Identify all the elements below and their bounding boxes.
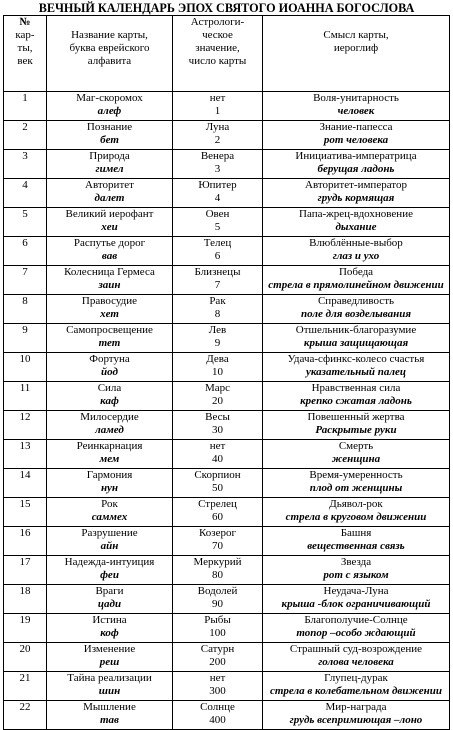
cell-letter: шин: [98, 685, 121, 697]
header-number-line: ты,: [17, 42, 33, 54]
card-number-cell: [4, 469, 47, 498]
cell-name: Враги: [95, 585, 124, 597]
cell-n: 16: [19, 527, 31, 539]
cell-astro: Близнецы: [194, 266, 241, 278]
cell-glyph: стрела в круговом движении: [285, 511, 427, 523]
astro-cell: [173, 440, 263, 469]
astro-cell: [173, 701, 263, 730]
cell-name: Тайна реализации: [67, 672, 152, 684]
cell-meaning: Дьявол-рок: [329, 498, 383, 510]
cell-letter: ламед: [95, 424, 124, 436]
meaning-cell: [263, 614, 450, 643]
header-astro-line: Астрологи-: [190, 16, 245, 28]
cell-number: 20: [212, 395, 223, 407]
card-number-cell: [4, 179, 47, 208]
table-row: [4, 440, 450, 469]
card-number-cell: [4, 266, 47, 295]
calendar-table: [3, 15, 450, 730]
astro-cell: [173, 411, 263, 440]
card-number-cell: [4, 92, 47, 121]
card-number-cell: [4, 440, 47, 469]
astro-cell: [173, 121, 263, 150]
cell-letter: далет: [94, 192, 125, 204]
cell-meaning: Справедливость: [317, 295, 395, 307]
meaning-cell: [263, 266, 450, 295]
cell-meaning: Время-умеренность: [309, 469, 403, 481]
cell-meaning: Победа: [338, 266, 374, 278]
meaning-cell: [263, 701, 450, 730]
cell-name: Фортуна: [89, 353, 130, 365]
card-name-cell: [47, 643, 173, 672]
cell-name: Надежда-интуиция: [64, 556, 155, 568]
cell-glyph: человек: [337, 105, 375, 117]
card-number-cell: [4, 556, 47, 585]
cell-letter: саммех: [91, 511, 128, 523]
table-row: [4, 92, 450, 121]
cell-glyph: крепко сжатая ладонь: [300, 395, 412, 407]
cell-n: 8: [22, 295, 28, 307]
meaning-cell: [263, 324, 450, 353]
cell-meaning: Нравственная сила: [311, 382, 401, 394]
card-name-cell: [47, 353, 173, 382]
cell-astro: Марс: [204, 382, 231, 394]
meaning-cell: [263, 237, 450, 266]
astro-cell: [173, 498, 263, 527]
cell-glyph: грудь кормящая: [317, 192, 395, 204]
cell-letter: феи: [100, 569, 119, 581]
table-row: [4, 266, 450, 295]
cell-number: 40: [212, 453, 223, 465]
cell-meaning: Папа-жрец-вдохновение: [299, 208, 413, 220]
cell-n: 18: [19, 585, 31, 597]
card-number-cell: [4, 295, 47, 324]
cell-number: 9: [214, 337, 221, 349]
meaning-cell: [263, 440, 450, 469]
cell-name: Великий иерофант: [65, 208, 154, 220]
astro-cell: [173, 556, 263, 585]
card-name-cell: [47, 672, 173, 701]
cell-number: 7: [214, 279, 221, 291]
cell-n: 10: [19, 353, 31, 365]
cell-n: 22: [19, 701, 31, 713]
cell-glyph: дыхание: [335, 221, 377, 233]
cell-letter: бет: [100, 134, 119, 146]
cell-letter: реш: [99, 656, 120, 668]
cell-glyph: топор –особо ждающий: [296, 627, 416, 639]
cell-number: 2: [214, 134, 221, 146]
cell-glyph: вещественная связь: [307, 540, 405, 552]
cell-astro: Телец: [203, 237, 232, 249]
cell-n: 17: [19, 556, 31, 568]
astro-cell: [173, 150, 263, 179]
cell-number: 5: [214, 221, 221, 233]
table-row: [4, 411, 450, 440]
card-name-cell: [47, 614, 173, 643]
card-name-cell: [47, 701, 173, 730]
cell-n: 21: [19, 672, 31, 684]
table-row: [4, 672, 450, 701]
cell-meaning: Мир-награда: [325, 701, 387, 713]
cell-letter: айн: [100, 540, 119, 552]
table-row: [4, 643, 450, 672]
meaning-cell: [263, 92, 450, 121]
astro-cell: [173, 643, 263, 672]
cell-name: Самопросвещение: [66, 324, 153, 336]
cell-meaning: Повешенный жертва: [307, 411, 405, 423]
card-name-cell: [47, 179, 173, 208]
cell-letter: каф: [100, 395, 119, 407]
cell-meaning: Звезда: [340, 556, 372, 568]
cell-astro: Овен: [205, 208, 230, 220]
cell-meaning: Воля-унитарность: [313, 92, 399, 104]
table-row: [4, 324, 450, 353]
astro-cell: [173, 585, 263, 614]
cell-astro: Рак: [209, 295, 226, 307]
card-name-cell: [47, 440, 173, 469]
card-number-cell: [4, 208, 47, 237]
meaning-cell: [263, 411, 450, 440]
cell-meaning: Страшный суд-возрождение: [289, 643, 423, 655]
cell-n: 9: [22, 324, 28, 336]
cell-astro: Дева: [206, 353, 229, 365]
cell-letter: хет: [100, 308, 119, 320]
card-name-cell: [47, 382, 173, 411]
cell-glyph: Раскрытые руки: [315, 424, 397, 436]
astro-cell: [173, 672, 263, 701]
cell-name: Милосердие: [80, 411, 139, 423]
card-number-cell: [4, 672, 47, 701]
header-astro-line: значение,: [195, 42, 240, 54]
cell-number: 8: [214, 308, 221, 320]
card-name-cell: [47, 527, 173, 556]
cell-letter: алеф: [97, 105, 122, 117]
header-number-line: кар-: [15, 29, 35, 41]
astro-cell: [173, 324, 263, 353]
cell-number: 3: [214, 163, 221, 175]
cell-number: 4: [214, 192, 221, 204]
cell-letter: заин: [98, 279, 121, 291]
card-name-cell: [47, 121, 173, 150]
cell-astro: Луна: [205, 121, 230, 133]
header-name: [47, 16, 173, 92]
astro-cell: [173, 92, 263, 121]
astro-cell: [173, 266, 263, 295]
table-row: [4, 208, 450, 237]
cell-name: Авторитет: [85, 179, 134, 191]
cell-n: 2: [22, 121, 28, 133]
cell-n: 6: [22, 237, 28, 249]
table-row: [4, 150, 450, 179]
cell-letter: гимел: [95, 163, 124, 175]
cell-n: 5: [22, 208, 28, 220]
cell-astro: нет: [209, 672, 226, 684]
meaning-cell: [263, 556, 450, 585]
cell-name: Разрушение: [81, 527, 138, 539]
card-number-cell: [4, 498, 47, 527]
card-number-cell: [4, 585, 47, 614]
cell-astro: Рыбы: [204, 614, 231, 626]
table-row: [4, 701, 450, 730]
cell-glyph: указательный палец: [305, 366, 407, 378]
card-name-cell: [47, 411, 173, 440]
cell-name: Реинкарнация: [76, 440, 143, 452]
card-number-cell: [4, 643, 47, 672]
cell-glyph: рот с языком: [323, 569, 389, 581]
cell-meaning: Глупец-дурак: [324, 672, 388, 684]
cell-n: 11: [19, 382, 31, 394]
card-number-cell: [4, 353, 47, 382]
cell-number: 70: [212, 540, 223, 552]
cell-astro: Весы: [205, 411, 230, 423]
cell-name: Мышление: [83, 701, 136, 713]
table-row: [4, 585, 450, 614]
cell-glyph: женщина: [331, 453, 381, 465]
cell-meaning: Удача-сфинкс-колесо счастья: [287, 353, 425, 365]
card-name-cell: [47, 469, 173, 498]
meaning-cell: [263, 498, 450, 527]
cell-letter: йод: [101, 366, 118, 378]
cell-astro: нет: [209, 440, 226, 452]
cell-astro: Скорпион: [194, 469, 241, 481]
cell-astro: Сатурн: [200, 643, 235, 655]
cell-meaning: Неудача-Луна: [323, 585, 389, 597]
meaning-cell: [263, 150, 450, 179]
cell-n: 4: [22, 179, 28, 191]
cell-glyph: грудь всепримиющая –лоно: [289, 714, 423, 726]
cell-name: Изменение: [83, 643, 136, 655]
cell-letter: тет: [98, 337, 121, 349]
astro-cell: [173, 469, 263, 498]
cell-n: 13: [19, 440, 31, 452]
cell-number: 1: [214, 105, 221, 117]
astro-cell: [173, 208, 263, 237]
cell-number: 90: [212, 598, 223, 610]
header-meaning-line: иероглиф: [333, 42, 379, 54]
cell-name: Рок: [101, 498, 118, 510]
cell-number: 100: [209, 627, 226, 639]
card-name-cell: [47, 295, 173, 324]
table-row: [4, 527, 450, 556]
meaning-cell: [263, 469, 450, 498]
astro-cell: [173, 382, 263, 411]
header-name-line: буква еврейского: [69, 42, 150, 54]
card-number-cell: [4, 150, 47, 179]
cell-letter: коф: [100, 627, 119, 639]
cell-n: 20: [19, 643, 31, 655]
astro-cell: [173, 614, 263, 643]
table-row: [4, 614, 450, 643]
card-number-cell: [4, 121, 47, 150]
cell-n: 3: [22, 150, 28, 162]
cell-meaning: Влюблённые-выбор: [309, 237, 403, 249]
table-row: [4, 295, 450, 324]
cell-name: Правосудие: [81, 295, 138, 307]
cell-astro: Водолей: [197, 585, 238, 597]
cell-letter: мем: [99, 453, 120, 465]
card-number-cell: [4, 324, 47, 353]
header-name-line: алфавита: [87, 55, 132, 67]
card-name-cell: [47, 92, 173, 121]
cell-number: 80: [212, 569, 223, 581]
cell-meaning: Инициатива-императрица: [295, 150, 417, 162]
card-name-cell: [47, 150, 173, 179]
meaning-cell: [263, 382, 450, 411]
header-astro-line: ческое: [202, 29, 233, 41]
header-number-line: век: [17, 55, 33, 67]
cell-name: Сила: [97, 382, 122, 394]
cell-astro: Венера: [200, 150, 235, 162]
table-row: [4, 179, 450, 208]
cell-glyph: голова человека: [318, 656, 394, 668]
header-number: [4, 16, 47, 92]
header-astro: [173, 16, 263, 92]
table-row: [4, 469, 450, 498]
cell-astro: Козерог: [198, 527, 237, 539]
cell-glyph: стрела в прямолинейном движении: [268, 279, 444, 291]
cell-meaning: Башня: [340, 527, 372, 539]
astro-cell: [173, 179, 263, 208]
cell-name: Познание: [86, 121, 133, 133]
header-name-line: Название карты,: [71, 29, 148, 41]
header-meaning-line: Смысл карты,: [323, 29, 389, 41]
document-title: ВЕЧНЫЙ КАЛЕНДАРЬ ЭПОХ СВЯТОГО ИОАННА БОГОСЛОВА: [38, 1, 415, 15]
cell-n: 12: [19, 411, 31, 423]
cell-n: 19: [19, 614, 31, 626]
meaning-cell: [263, 179, 450, 208]
cell-letter: вав: [101, 250, 118, 262]
meaning-cell: [263, 121, 450, 150]
table-row: [4, 353, 450, 382]
meaning-cell: [263, 585, 450, 614]
cell-glyph: глаз и ухо: [332, 250, 380, 262]
meaning-cell: [263, 527, 450, 556]
card-number-cell: [4, 527, 47, 556]
card-number-cell: [4, 701, 47, 730]
cell-meaning: Благополучие-Солнце: [304, 614, 408, 626]
cell-letter: нун: [100, 482, 119, 494]
card-number-cell: [4, 411, 47, 440]
astro-cell: [173, 527, 263, 556]
cell-glyph: стрела в колебательном движении: [269, 685, 443, 697]
card-name-cell: [47, 208, 173, 237]
cell-glyph: поле для возделывания: [301, 308, 411, 320]
card-name-cell: [47, 266, 173, 295]
cell-name: Колесница Гермеса: [64, 266, 155, 278]
cell-number: 300: [209, 685, 226, 697]
cell-astro: Меркурий: [193, 556, 242, 568]
cell-astro: нет: [209, 92, 226, 104]
meaning-cell: [263, 295, 450, 324]
table-row: [4, 382, 450, 411]
cell-name: Маг-скоромох: [76, 92, 143, 104]
cell-n: 15: [19, 498, 31, 510]
meaning-cell: [263, 643, 450, 672]
table-row: [4, 237, 450, 266]
card-name-cell: [47, 556, 173, 585]
cell-number: 10: [212, 366, 223, 378]
cell-astro: Лев: [208, 324, 227, 336]
cell-glyph: крыша -блок ограничивающий: [281, 598, 431, 610]
cell-astro: Стрелец: [198, 498, 237, 510]
cell-astro: Юпитер: [198, 179, 237, 191]
cell-letter: цади: [97, 598, 122, 610]
cell-meaning: Отшельник-благоразумие: [295, 324, 417, 336]
cell-name: Распутье дорог: [73, 237, 146, 249]
card-name-cell: [47, 324, 173, 353]
cell-name: Гармония: [86, 469, 133, 481]
meaning-cell: [263, 353, 450, 382]
cell-number: 50: [212, 482, 223, 494]
cell-glyph: рот человека: [323, 134, 389, 146]
astro-cell: [173, 237, 263, 266]
table-header-row: [4, 16, 450, 92]
header-astro-line: число карты: [188, 55, 247, 67]
cell-number: 30: [212, 424, 223, 436]
meaning-cell: [263, 208, 450, 237]
cell-name: Природа: [89, 150, 130, 162]
table-body: [4, 92, 450, 730]
header-meaning: [263, 16, 450, 92]
cell-letter: хеи: [101, 221, 118, 233]
table-row: [4, 498, 450, 527]
card-name-cell: [47, 585, 173, 614]
cell-meaning: Знание-папесса: [319, 121, 393, 133]
cell-number: 200: [209, 656, 226, 668]
astro-cell: [173, 353, 263, 382]
card-number-cell: [4, 614, 47, 643]
cell-n: 7: [22, 266, 28, 278]
cell-glyph: крыша защищающая: [303, 337, 409, 349]
cell-number: 6: [214, 250, 221, 262]
cell-meaning: Смерть: [338, 440, 374, 452]
cell-letter: тав: [100, 714, 119, 726]
cell-n: 1: [22, 92, 28, 104]
card-number-cell: [4, 237, 47, 266]
cell-number: 60: [212, 511, 223, 523]
cell-meaning: Авторитет-император: [305, 179, 407, 191]
cell-name: Истина: [92, 614, 127, 626]
cell-glyph: берущая ладонь: [317, 163, 395, 175]
table-row: [4, 121, 450, 150]
table-row: [4, 556, 450, 585]
cell-astro: Солнце: [200, 701, 235, 713]
card-name-cell: [47, 237, 173, 266]
cell-glyph: плод от женщины: [309, 482, 403, 494]
card-name-cell: [47, 498, 173, 527]
card-number-cell: [4, 382, 47, 411]
astro-cell: [173, 295, 263, 324]
header-number-line: №: [19, 16, 31, 28]
meaning-cell: [263, 672, 450, 701]
cell-number: 400: [209, 714, 226, 726]
cell-n: 14: [19, 469, 31, 481]
